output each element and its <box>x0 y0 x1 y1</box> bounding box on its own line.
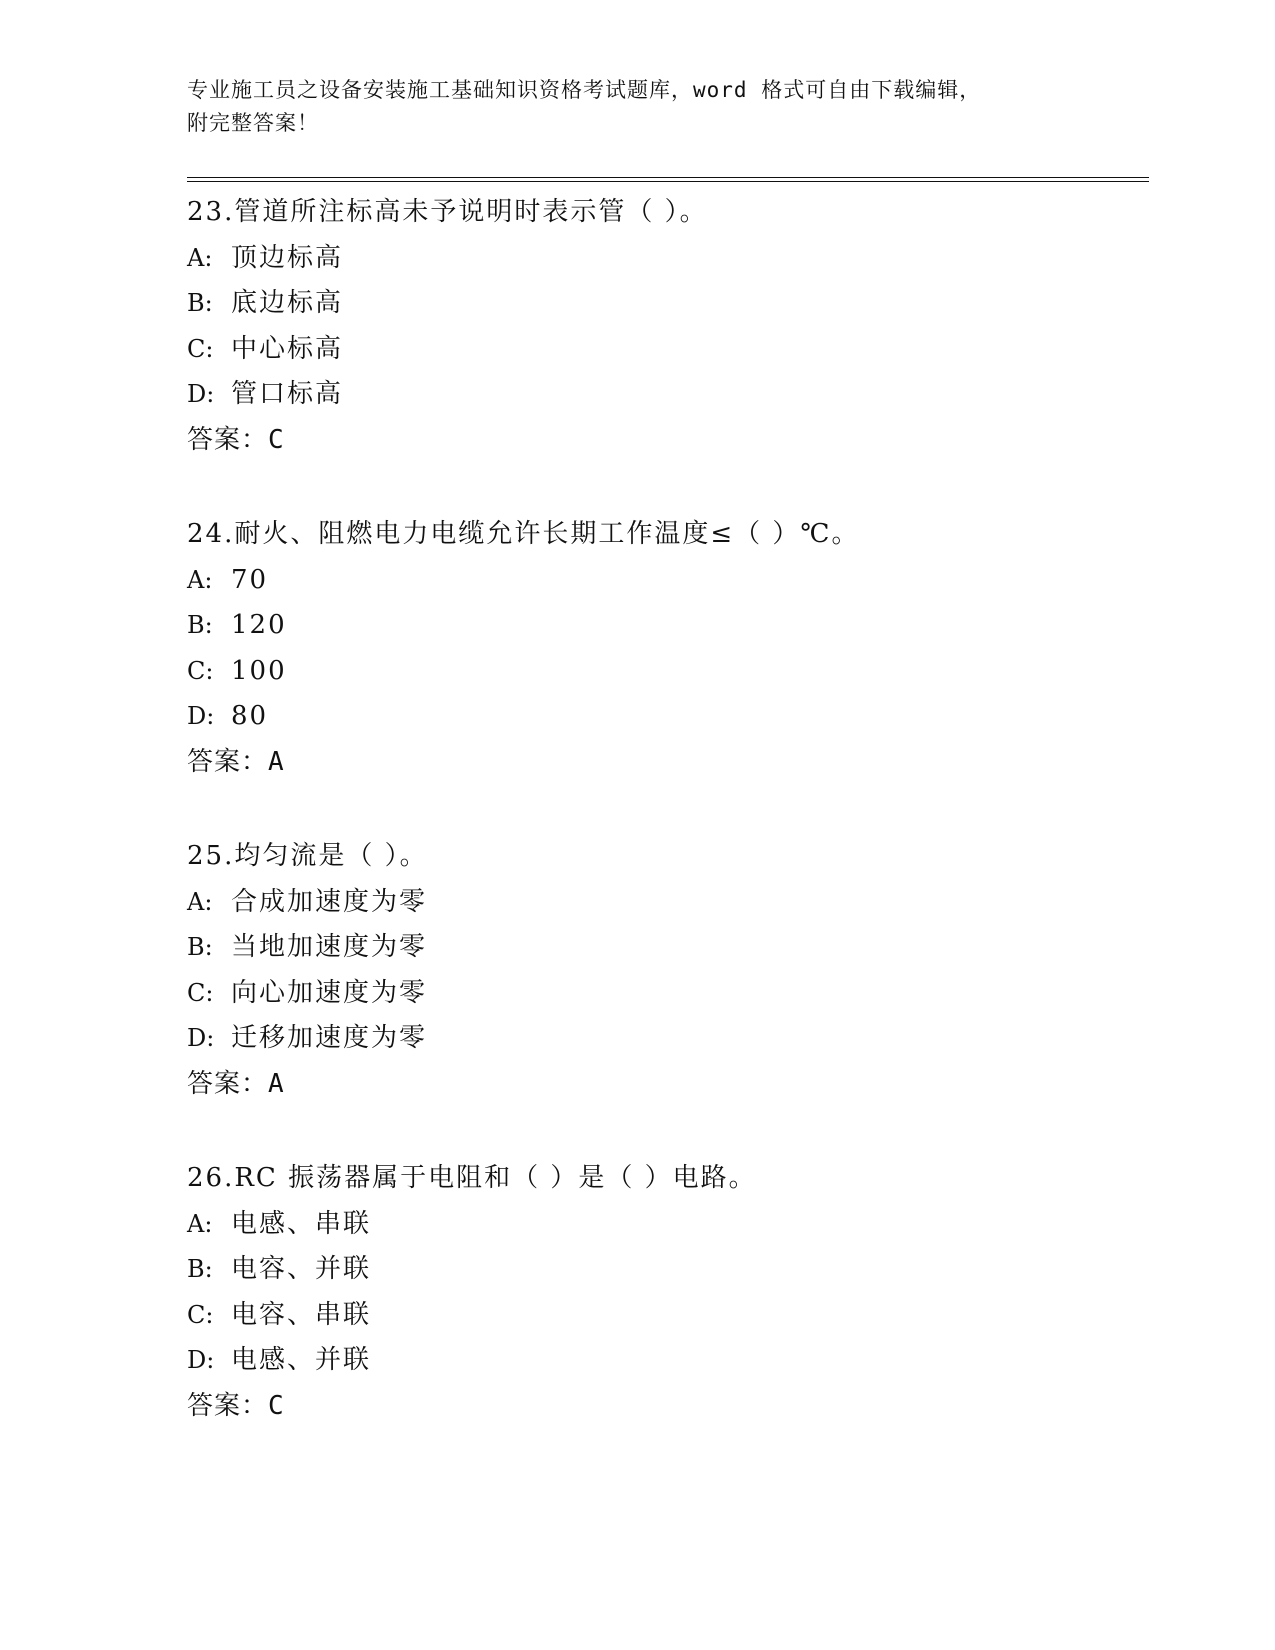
option-a <box>187 880 1137 926</box>
option-b <box>187 603 1137 649</box>
option-letter: B: <box>187 289 213 317</box>
option-d <box>187 1016 1137 1062</box>
question-25 <box>187 834 1137 1107</box>
option-letter: C: <box>187 1300 214 1329</box>
option-b <box>187 281 1137 327</box>
option-letter: A: <box>187 1209 213 1238</box>
question-23 <box>187 190 1137 463</box>
header-line-2: 附完整答案！ <box>187 111 319 135</box>
question-26 <box>187 1156 1137 1429</box>
option-c <box>187 1293 1137 1339</box>
option-letter: C: <box>187 656 214 685</box>
question-stem: 26.RC 振荡器属于电阻和（ ）是（ ）电路。 <box>187 1163 757 1193</box>
option-text: 合成加速度为零 <box>231 886 428 917</box>
option-d <box>187 372 1137 418</box>
option-text: 电容、串联 <box>231 1299 372 1330</box>
option-text: 底边标高 <box>231 288 344 318</box>
question-stem: 24.耐火、阻燃电力电缆允许长期工作温度≤（ ）℃。 <box>187 519 860 549</box>
option-letter: B: <box>187 933 213 961</box>
question-24 <box>187 512 1137 785</box>
question-stem: 25.均匀流是（ ）。 <box>187 841 428 871</box>
option-b <box>187 925 1137 971</box>
option-text: 顶边标高 <box>231 242 344 273</box>
option-text: 向心加速度为零 <box>231 977 428 1008</box>
option-letter: A: <box>187 887 213 916</box>
option-text: 电感、串联 <box>231 1208 372 1239</box>
option-letter: A: <box>187 243 213 272</box>
option-letter: C: <box>187 978 214 1007</box>
answer-line: 答案：A <box>187 1068 285 1099</box>
option-text: 管口标高 <box>231 379 344 409</box>
header-divider-bottom <box>187 181 1149 182</box>
header-divider-top <box>187 177 1149 178</box>
option-text: 电容、并联 <box>231 1254 372 1284</box>
answer-line: 答案：A <box>187 746 285 777</box>
option-a <box>187 236 1137 282</box>
answer-line: 答案：C <box>187 1390 285 1421</box>
question-list <box>187 190 1137 1478</box>
question-stem: 23.管道所注标高未予说明时表示管（ ）。 <box>187 197 708 227</box>
option-text: 80 <box>231 701 269 731</box>
option-letter: A: <box>187 565 213 594</box>
option-c <box>187 327 1137 373</box>
answer-line: 答案：C <box>187 424 285 455</box>
option-letter: D: <box>187 380 215 408</box>
option-letter: B: <box>187 611 213 639</box>
option-letter: D: <box>187 1346 215 1374</box>
option-d <box>187 694 1137 740</box>
option-c <box>187 649 1137 695</box>
document-header <box>187 74 1087 140</box>
option-d <box>187 1338 1137 1384</box>
option-text: 70 <box>231 564 269 595</box>
option-letter: D: <box>187 702 215 730</box>
option-letter: C: <box>187 334 214 363</box>
option-a <box>187 558 1137 604</box>
option-a <box>187 1202 1137 1248</box>
option-c <box>187 971 1137 1017</box>
option-text: 中心标高 <box>231 333 344 364</box>
option-letter: D: <box>187 1024 215 1052</box>
option-b <box>187 1247 1137 1293</box>
option-letter: B: <box>187 1255 213 1283</box>
option-text: 100 <box>231 655 287 686</box>
option-text: 120 <box>231 610 287 640</box>
option-text: 迁移加速度为零 <box>231 1023 428 1053</box>
option-text: 电感、并联 <box>231 1345 372 1375</box>
header-line-1: 专业施工员之设备安装施工基础知识资格考试题库，word 格式可自由下载编辑， <box>187 78 982 102</box>
option-text: 当地加速度为零 <box>231 932 428 962</box>
